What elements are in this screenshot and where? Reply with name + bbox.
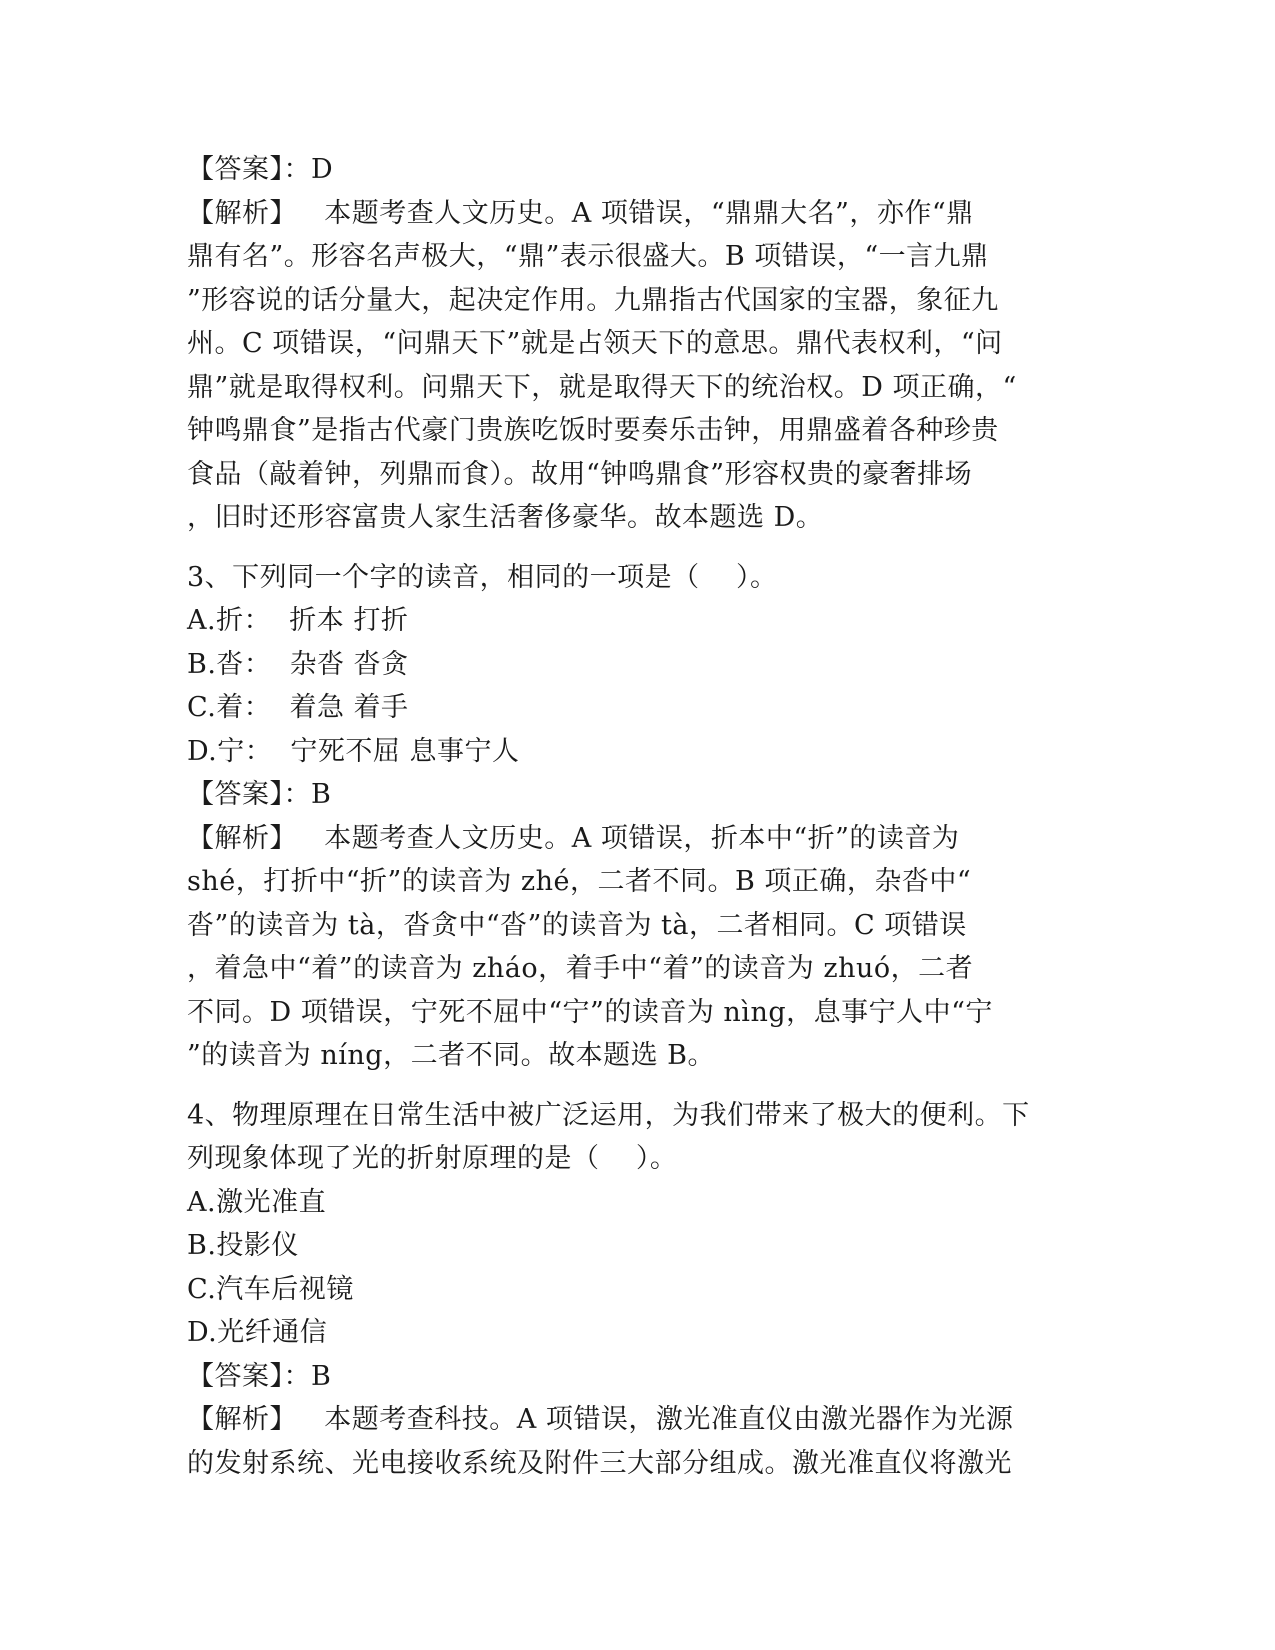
- analysis-line: ”形容说的话分量大，起决定作用。九鼎指古代国家的宝器，象征九: [187, 284, 999, 316]
- answer-block-q2: [187, 148, 1087, 192]
- options-q4: [187, 1181, 1087, 1355]
- analysis-line: 的发射系统、光电接收系统及附件三大部分组成。激光准直仪将激光: [187, 1447, 1012, 1479]
- answer-line: 【答案】：D: [187, 154, 334, 185]
- option-c: C.着： 着急 着手: [187, 692, 409, 723]
- analysis-block-q2: [187, 192, 1087, 540]
- analysis-line: shé，打折中“折”的读音为 zhé，二者不同。B 项正确，杂沓中“: [187, 866, 972, 897]
- analysis-block-q3: [187, 817, 1087, 1078]
- option-a: A.折： 折本 打折: [187, 605, 409, 636]
- analysis-line: 鼎有名”。形容名声极大，“鼎”表示很盛大。B 项错误，“一言九鼎: [187, 241, 989, 272]
- question-3: [187, 556, 1087, 600]
- option-b: B.沓： 杂沓 沓贪: [187, 648, 409, 680]
- analysis-line: 【解析】 本题考查人文历史。A 项错误，折本中“折”的读音为: [187, 822, 960, 854]
- answer-line: 【答案】：B: [187, 1360, 332, 1392]
- analysis-line: ”的读音为 níng，二者不同。故本题选 B。: [187, 1040, 716, 1071]
- analysis-block-q4: [187, 1398, 1087, 1485]
- question-stem: 4、物理原理在日常生活中被广泛运用，为我们带来了极大的便利。下: [187, 1099, 1030, 1131]
- document-page: [187, 148, 1087, 1485]
- option-b: B.投影仪: [187, 1230, 299, 1261]
- analysis-line: ，旧时还形容富贵人家生活奢侈豪华。故本题选 D。: [187, 502, 824, 533]
- analysis-line: 钟鸣鼎食”是指古代豪门贵族吃饭时要奏乐击钟，用鼎盛着各种珍贵: [187, 415, 999, 446]
- analysis-line: 不同。D 项错误，宁死不屈中“宁”的读音为 nìng，息事宁人中“宁: [187, 996, 993, 1028]
- option-d: D.光纤通信: [187, 1317, 328, 1348]
- answer-block-q4: [187, 1355, 1087, 1399]
- options-q3: [187, 599, 1087, 773]
- section-gap: [187, 1078, 1087, 1094]
- question-stem: 3、下列同一个字的读音，相同的一项是（ ）。: [187, 561, 778, 593]
- answer-block-q3: [187, 773, 1087, 817]
- analysis-line: 【解析】 本题考查人文历史。A 项错误，“鼎鼎大名”，亦作“鼎: [187, 197, 974, 229]
- question-stem: 列现象体现了光的折射原理的是（ ）。: [187, 1143, 678, 1174]
- question-4: [187, 1094, 1087, 1181]
- answer-line: 【答案】：B: [187, 779, 332, 810]
- option-d: D.宁： 宁死不屈 息事宁人: [187, 735, 520, 767]
- analysis-line: 沓”的读音为 tà，沓贪中“沓”的读音为 tà，二者相同。C 项错误: [187, 909, 967, 941]
- analysis-line: ，着急中“着”的读音为 zháo，着手中“着”的读音为 zhuó，二者: [187, 953, 974, 984]
- analysis-line: 州。C 项错误，“问鼎天下”就是占领天下的意思。鼎代表权利，“问: [187, 328, 1003, 359]
- analysis-line: 食品（敲着钟，列鼎而食）。故用“钟鸣鼎食”形容权贵的豪奢排场: [187, 458, 973, 490]
- analysis-line: 【解析】 本题考查科技。A 项错误，激光准直仪由激光器作为光源: [187, 1404, 1014, 1435]
- option-c: C.汽车后视镜: [187, 1273, 354, 1305]
- option-a: A.激光准直: [187, 1186, 327, 1218]
- section-gap: [187, 540, 1087, 556]
- analysis-line: 鼎”就是取得权利。问鼎天下，就是取得天下的统治权。D 项正确，“: [187, 371, 1017, 403]
